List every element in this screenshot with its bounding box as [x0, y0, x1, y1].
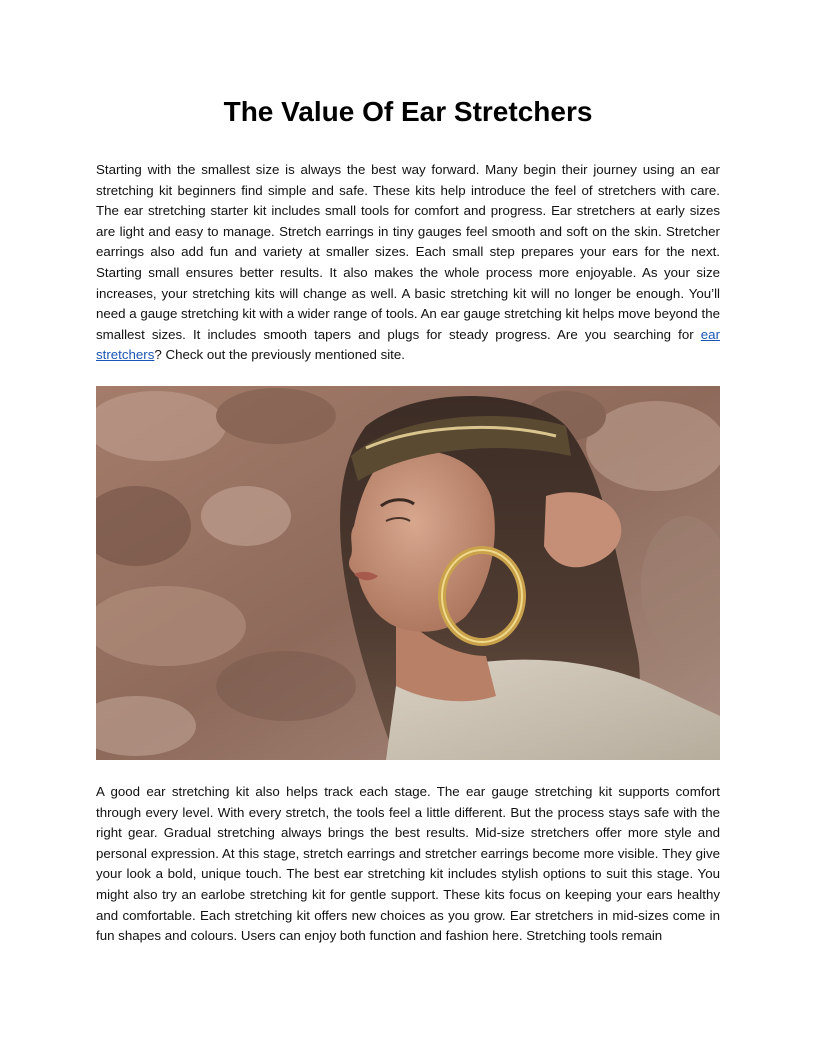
- body-paragraph: A good ear stretching kit also helps track each stage. The ear gauge stretching kit supports comfort through every level. With every stretch, the tools feel a little different. But the process stays safe with the right gear. Gradual stretching always brings the best results. Mid-size stretchers offer more style and personal expression. At this stage, stretch earrings and stretcher earrings become more visible. They give your look a bold, unique touch. The best ear stretching kit includes stylish options to suit this stage. You might also try an earlobe stretching kit for gentle support. These kits focus on keeping your ears healthy and comfortable. Each stretching kit offers new choices as you grow. Ear stretchers in mid-sizes come in fun shapes and colours. Users can enjoy both function and fashion here. Stretching tools remain: [96, 784, 720, 944]
- page-title: The Value Of Ear Stretchers: [223, 96, 593, 127]
- intro-text: Starting with the smallest size is always the best way forward. Many begin their journey using an ear stretching kit beginners find simple and safe. These kits help introduce the feel of stretchers with care. The ear stretching starter kit includes small tools for comfort and progress. Ear stretchers at early sizes are light and easy to manage. Stretch earrings in tiny gauges feel smooth and soft on the skin. Stretcher earrings also add fun and variety at smaller sizes. Each small step prepares your ears for the next. Starting small ensures better results. It also makes the whole process more enjoyable. As your size increases, your stretching kits will change as well. A basic stretching kit will no longer be enough. You’ll need a gauge stretching kit with a wider range of tools. An ear gauge stretching kit helps move beyond the smallest sizes. It includes smooth tapers and plugs for steady progress. Are you searching for: [96, 162, 720, 342]
- photo-woman-gold-hoop-earring-icon: [96, 386, 720, 760]
- article-photo: [96, 386, 720, 760]
- intro-text-end: ? Check out the previously mentioned site.: [154, 347, 405, 363]
- ear-stretchers-link[interactable]: ear stretchers: [96, 326, 720, 363]
- intro-paragraph: [96, 160, 720, 366]
